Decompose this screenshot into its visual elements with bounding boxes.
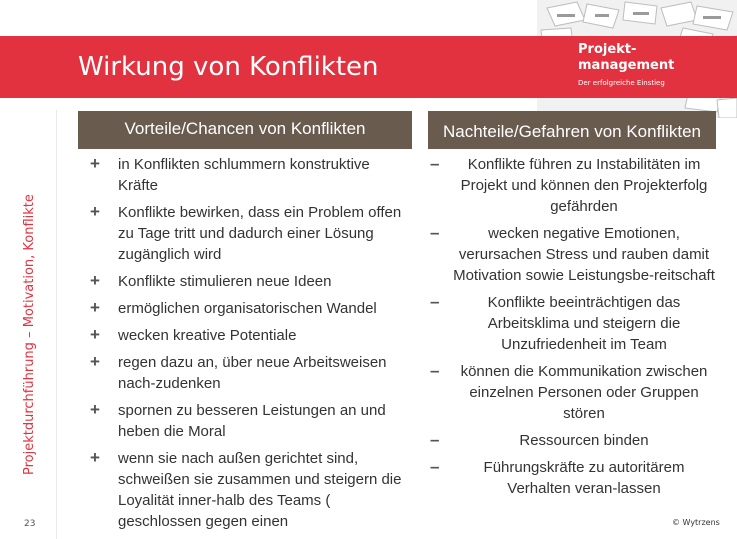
minus-icon: – [430,292,440,311]
list-item-text: Konflikte bewirken, dass ein Problem offen zu Tage tritt und dadurch einer Lösung zugänglich wird [118,204,402,263]
vertical-section-label: Projektdurchführung – Motivation, Konflikte [22,194,37,475]
list-item [90,154,412,196]
disadvantages-list [430,154,716,505]
list-item [430,223,716,286]
list-item-text: wecken negative Emotionen, verursachen Stress und rauben damit Motivation sowie Leistungsbe-reitschaft [453,225,715,284]
list-item-text: wenn sie nach außen gerichtet sind, schweißen sie zusammen und steigern die Loyalität inner-halb des Teams ( geschlossen gegen einen [118,450,402,530]
list-item-text: wecken kreative Potentiale [118,327,297,344]
list-item-text: in Konflikten schlummern konstruktive Kräfte [118,156,370,194]
list-item [430,361,716,424]
list-item [430,292,716,355]
plus-icon: + [90,202,100,221]
plus-icon: + [90,271,100,290]
list-item [430,457,716,499]
plus-icon: + [90,448,100,467]
list-item-text: Führungskräfte zu autoritärem Verhalten veran-lassen [483,459,685,497]
list-item-text: Konflikte führen zu Instabilitäten im Projekt und können den Projekterfolg gefährden [460,156,708,215]
logo [568,36,708,98]
list-item [90,352,412,394]
minus-icon: – [430,430,440,449]
advantages-header-label: Vorteile/Chancen von Konflikten [124,119,366,138]
list-item-text: Konflikte stimulieren neue Ideen [118,273,332,290]
minus-icon: – [430,457,440,476]
list-item [90,448,412,532]
plus-icon: + [90,400,100,419]
list-item-text: regen dazu an, über neue Arbeitsweisen nach-zudenken [118,354,387,392]
list-item [90,271,412,292]
minus-icon: – [430,361,440,380]
list-item-text: ermöglichen organisatorischen Wandel [118,300,377,317]
page-title: Wirkung von Konflikten [78,52,379,82]
list-item-text: spornen zu besseren Leistungen an und heben die Moral [118,402,386,440]
list-item [430,430,716,451]
disadvantages-header-label: Nachteile/Gefahren von Konflikten [443,122,701,141]
minus-icon: – [430,223,440,242]
list-item-text: Konflikte beeinträchtigen das Arbeitsklima und steigern die Unzufriedenheit im Team [487,294,681,353]
list-item-text: Ressourcen binden [519,432,649,449]
logo-line-2: management [578,58,675,73]
logo-tagline: Der erfolgreiche Einstieg [578,79,665,87]
minus-icon: – [430,154,440,173]
advantages-header [78,111,412,149]
plus-icon: + [90,154,100,173]
plus-icon: + [90,352,100,371]
page-number: 23 [24,519,36,529]
list-item [90,325,412,346]
list-item [90,202,412,265]
logo-line-1: Projekt- [578,42,637,57]
list-item-text: können die Kommunikation zwischen einzelnen Personen oder Gruppen stören [460,363,708,422]
list-item [430,154,716,217]
advantages-list [90,154,412,538]
list-item [90,400,412,442]
list-item [90,298,412,319]
plus-icon: + [90,325,100,344]
disadvantages-header [428,111,716,149]
plus-icon: + [90,298,100,317]
copyright-notice: © Wytrzens [672,518,720,527]
